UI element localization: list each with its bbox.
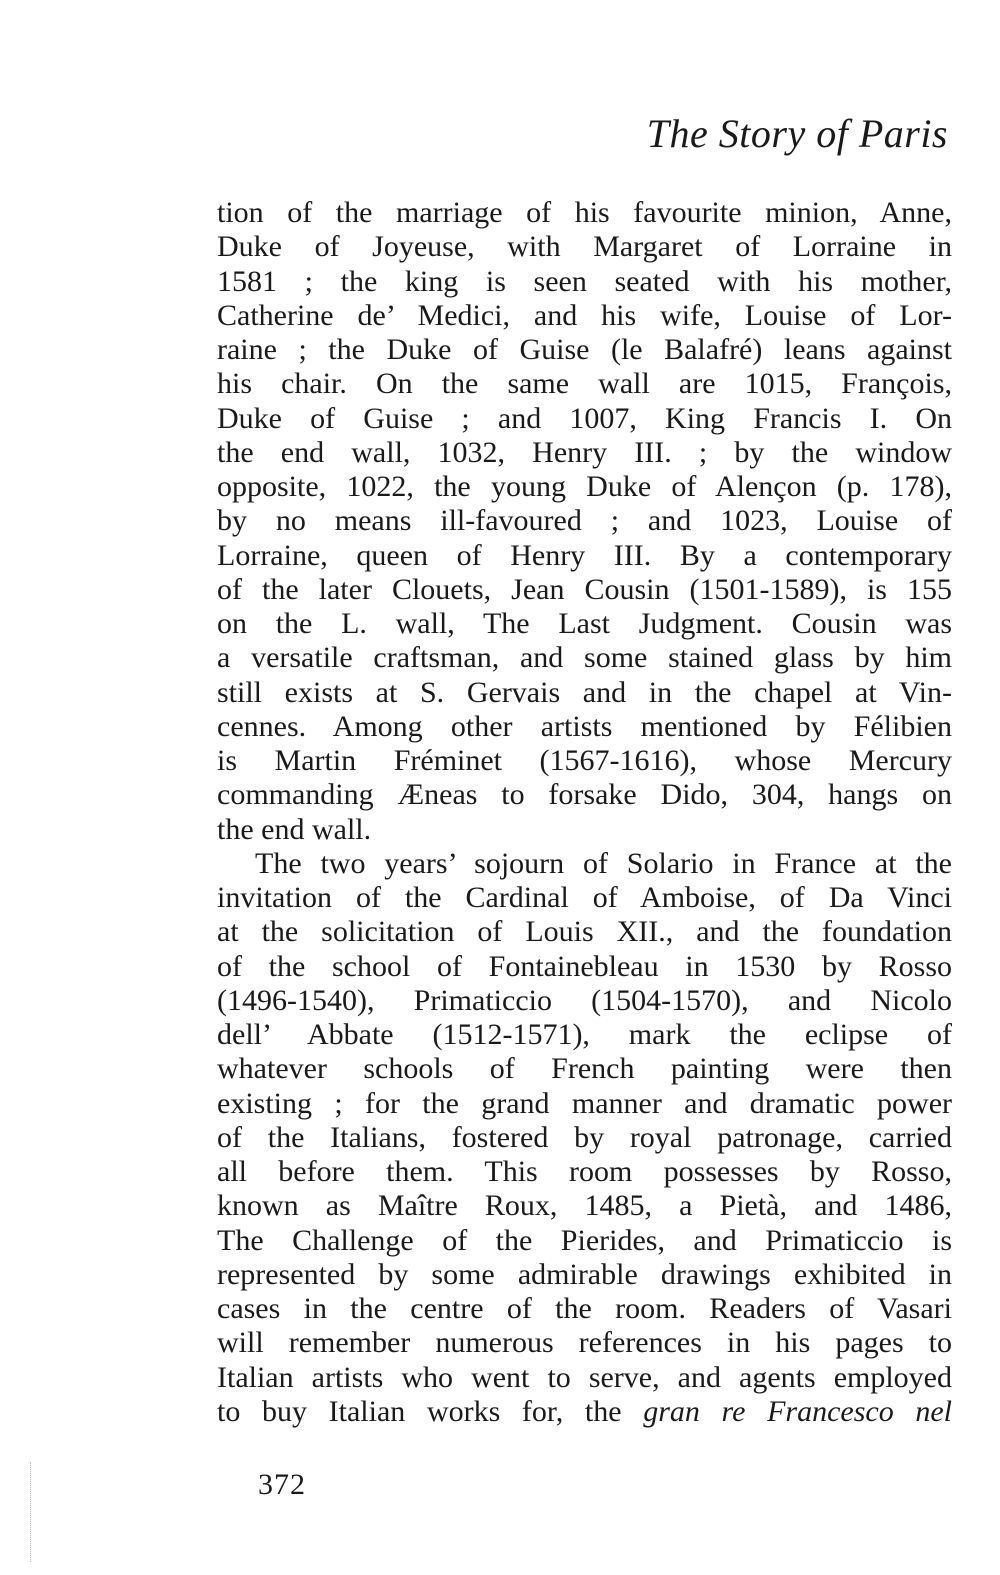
text-line: represented by some admirable drawings exhibited in (217, 1257, 952, 1291)
text-line: Duke of Guise ; and 1007, King Francis I. On (217, 401, 952, 435)
text-line: raine ; the Duke of Guise (le Balafré) leans against (217, 333, 952, 366)
text-line: all before them. This room possesses by Rosso, (217, 1155, 952, 1188)
page-number: 372 (258, 1468, 306, 1501)
text-line: on the L. wall, The Last Judgment. Cousin was (217, 607, 952, 640)
final-line-italic: gran re Francesco nel (643, 1394, 953, 1428)
text-line: 1581 ; the king is seen seated with his mother, (217, 264, 952, 298)
text-line: cases in the centre of the room. Readers of Vasari (217, 1292, 952, 1325)
text-line: known as Maître Roux, 1485, a Pietà, and 1486, (217, 1189, 952, 1223)
text-line: by no means ill-favoured ; and 1023, Louise of (217, 504, 952, 538)
text-line: commanding Æneas to forsake Dido, 304, hangs on (217, 778, 952, 812)
text-line: opposite, 1022, the young Duke of Alençon (p. 178), (217, 470, 952, 503)
text-line: (1496-1540), Primaticcio (1504-1570), and Nicolo (217, 983, 952, 1017)
margin-scan-artifact (30, 1462, 35, 1562)
running-head: The Story of Paris (646, 111, 948, 156)
text-line: tion of the marriage of his favourite minion, Anne, (217, 196, 952, 229)
text-line: the end wall, 1032, Henry III. ; by the window (217, 435, 952, 469)
text-line: his chair. On the same wall are 1015, François, (217, 367, 952, 401)
text-line: Duke of Joyeuse, with Margaret of Lorraine in (217, 230, 952, 264)
body-text (217, 196, 952, 1429)
text-line: invitation of the Cardinal of Amboise, of Da Vinci (217, 881, 952, 914)
text-line: is Martin Fréminet (1567-1616), whose Mercury (217, 744, 952, 777)
text-line: Lorraine, queen of Henry III. By a contemporary (217, 538, 952, 572)
text-line: cennes. Among other artists mentioned by Félibien (217, 709, 952, 743)
text-line: dell’ Abbate (1512-1571), mark the eclipse of (217, 1018, 952, 1051)
text-line: whatever schools of French painting were then (217, 1052, 952, 1086)
text-line: the end wall. (217, 812, 372, 846)
text-line: still exists at S. Gervais and in the chapel at Vin- (217, 675, 952, 709)
text-line: of the school of Fontainebleau in 1530 by Rosso (217, 949, 952, 983)
text-line: Italian artists who went to serve, and agents employed (217, 1360, 952, 1394)
final-line-roman: to buy Italian works for, the (217, 1394, 622, 1428)
text-line: The Challenge of the Pierides, and Primaticcio is (217, 1223, 952, 1257)
text-line: existing ; for the grand manner and dramatic power (217, 1086, 952, 1120)
text-line: at the solicitation of Louis XII., and the foundation (217, 915, 952, 949)
text-line: of the Italians, fostered by royal patronage, carried (217, 1120, 952, 1154)
text-line-final (217, 1395, 952, 1429)
text-line: Catherine de’ Medici, and his wife, Louise of Lor- (217, 298, 952, 332)
text-line: of the later Clouets, Jean Cousin (1501-1589), is 155 (217, 572, 952, 606)
text-line: a versatile craftsman, and some stained glass by him (217, 641, 952, 675)
text-line: will remember numerous references in his pages to (217, 1326, 952, 1360)
text-line: The two years’ sojourn of Solario in France at the (255, 846, 952, 880)
